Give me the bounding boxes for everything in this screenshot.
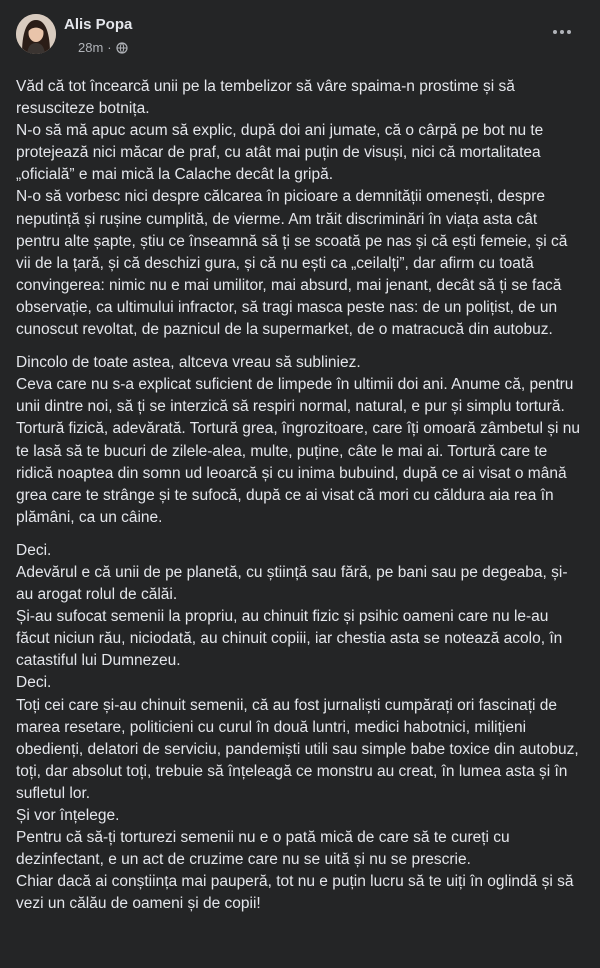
post-line: Văd că tot încearcă unii pe la tembelizor să vâre spaima-n prostime și să resusciteze botnița. [16, 78, 520, 118]
post-line: Deci. [16, 541, 52, 559]
post-line: Adevărul e că unii de pe planetă, cu știință sau fără, pe bani sau pe degeaba, și-au arogat rolul de călăi. [16, 563, 568, 604]
post-line: Și vor înțelege. [16, 807, 120, 824]
globe-icon[interactable] [116, 42, 128, 54]
post-line: Toți cei care și-au chinuit semenii, că au fost jurnaliști cumpărați ori fascinați de marea resetare, politicieni cu curul în două luntri, medici habotnici, milițieni obedienți, delatori de serviciu, pandemiști utili sau simple babe toxice din autobuz, toți, dar absolut toți, trebuie să înțeleagă ce monstru au creat, în lumea asta și în sufletul lor. [16, 696, 583, 802]
author-avatar[interactable] [16, 14, 56, 54]
post-paragraph [16, 76, 584, 341]
post-line: Și-au sufocat semenii la propriu, au chinuit fizic și psihic oameni care nu le-au făcut niciun rău, niciodată, au chinuit copiii, iar chestia asta se notează acolo, în catastiful lui Dumnezeu. [16, 608, 567, 670]
post-header [16, 12, 584, 60]
post-line: N-o să vorbesc nici despre călcarea în picioare a demnității omenești, despre neputință și rușine cumplită, de vierme. Am trăit discriminări în viața asta cât pentru alte șapte, știu ce înseamnă să ți se scoată pe nas și că ești femeie, și că vii de la țară, și că deschizi gura, și că nu ești ca „ceilalți”, dar afirm cu toată convingerea: nimic nu e mai umilitor, mai absurd, mai jenant, decât să ți se facă observație, ca ultimului infractor, să tragi masca peste nas: de un polițist, de un cunoscut revoltat, de paznicul de la supermarket, de o matracucă din autobuz. [16, 188, 572, 339]
post-line: Ceva care nu s-a explicat suficient de limpede în ultimii doi ani. Anume că, pentru unii dintre noi, să ți se interzică să respiri normal, natural, e pur și simplu tortură. [16, 376, 578, 416]
avatar-image [16, 14, 56, 54]
post-meta [78, 40, 128, 55]
post-line: Dincolo de toate astea, altceva vreau să subliniez. [16, 354, 361, 372]
post-line: Tortură fizică, adevărată. Tortură grea, îngrozitoare, care îți omoară zâmbetul și nu te lasă să te bucuri de zilele-alea, multe, puține, câte le mai ai. Tortură care te ridică noaptea din somn ud leoarcă și cu inima bubuind, după ce ai visat o mână grea care te strânge și te sufocă, după ce ai visat că mori cu căldura aia rea în plămâni, ca un câine. [16, 420, 585, 526]
post-body [16, 76, 584, 915]
meta-separator: · [107, 40, 112, 55]
post-timestamp[interactable]: 28m [78, 40, 104, 55]
more-horizontal-icon [552, 29, 572, 35]
post-paragraph [16, 352, 584, 529]
post-line: N-o să mă apuc acum să explic, după doi ani jumate, că o cârpă pe bot nu te protejează nici măcar de praf, cu atât mai puțin de visuși, nici că mortalitatea „oficială” e mai mică la Calache decât la gripă. [16, 122, 548, 184]
post-options-button[interactable] [544, 18, 580, 46]
post-paragraph [16, 540, 584, 916]
post-line: Chiar dacă ai conștiința mai pauperă, tot nu e puțin lucru să te uiți în oglindă și să vezi un călău de oameni și de copii! [16, 873, 578, 913]
post-line: Pentru că să-ți torturezi semenii nu e o pată mică de care să te cureți cu dezinfectant, e un act de cruzime care nu se uită și nu se prescrie. [16, 829, 514, 869]
author-name[interactable]: Alis Popa [64, 16, 133, 33]
post-line: Deci. [16, 674, 52, 692]
